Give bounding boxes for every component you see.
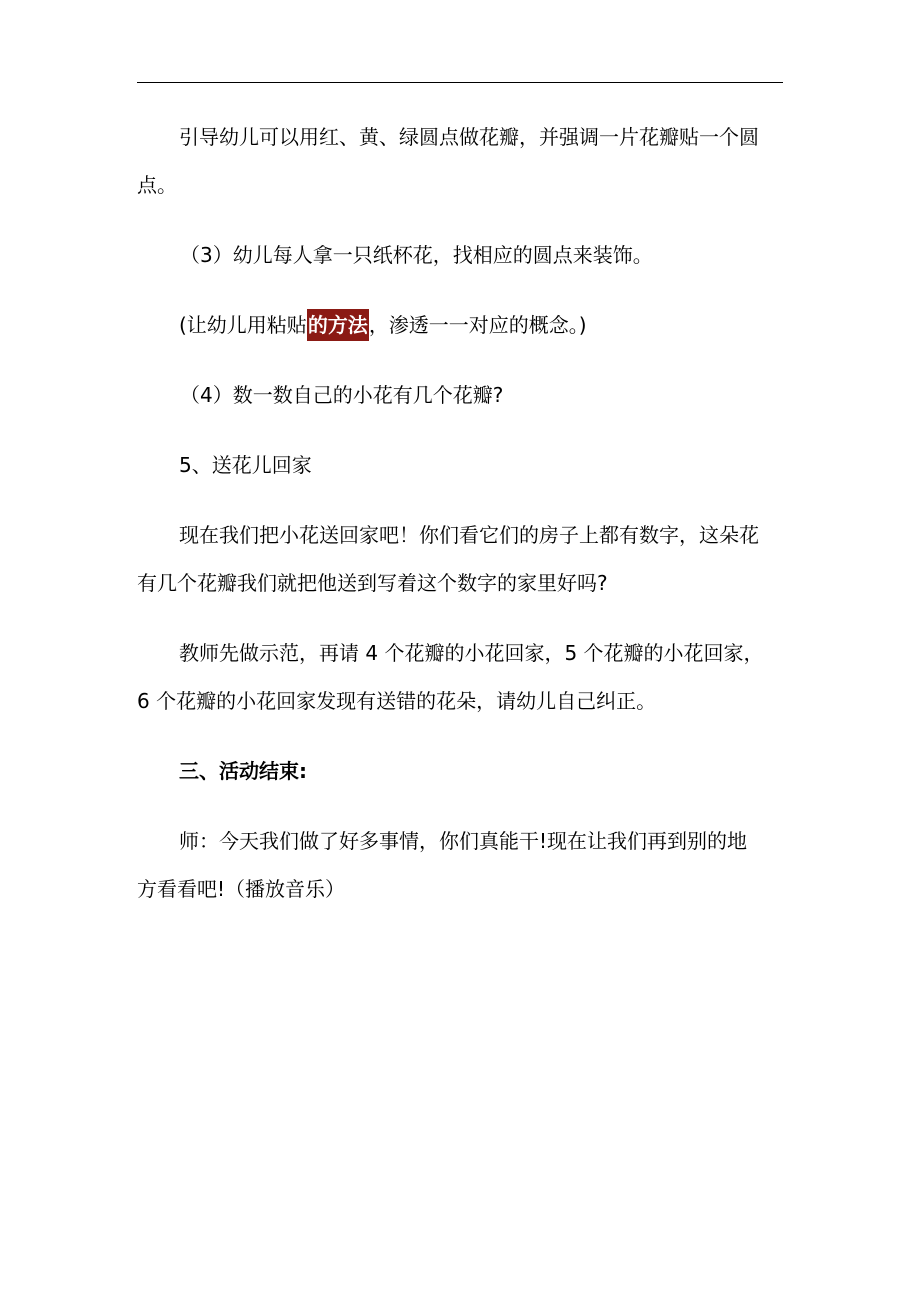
paste-method-after: ，渗透一一对应的概念。) — [368, 313, 587, 337]
paragraph-instruction-line1: 引导幼儿可以用红、黄、绿圆点做花瓣，并强调一片花瓣贴一个圆 — [179, 125, 759, 149]
paragraph-step-4: （4）数一数自己的小花有几个花瓣? — [180, 383, 504, 407]
paragraph-teacher-demo-line2: 6 个花瓣的小花回家发现有送错的花朵，请幼儿自己纠正。 — [137, 689, 657, 713]
paragraph-send-home-line2: 有几个花瓣我们就把他送到写着这个数字的家里好吗? — [137, 571, 608, 595]
section-heading-activity-end: 三、活动结束: — [179, 759, 307, 783]
paragraph-closing-line2: 方看看吧!（播放音乐） — [137, 877, 346, 901]
highlighted-phrase: 的方法 — [307, 309, 369, 341]
paragraph-instruction-line2: 点。 — [137, 173, 177, 197]
paragraph-paste-method — [137, 298, 785, 352]
paste-method-before: (让幼儿用粘贴 — [179, 313, 307, 337]
paragraph-step-3: （3）幼儿每人拿一只纸杯花，找相应的圆点来装饰。 — [180, 243, 653, 267]
section-send-flowers-home: 5、送花儿回家 — [179, 453, 312, 477]
header-rule — [137, 82, 783, 83]
paragraph-closing-line1: 师：今天我们做了好多事情，你们真能干!现在让我们再到别的地 — [179, 829, 748, 853]
paragraph-send-home-line1: 现在我们把小花送回家吧！你们看它们的房子上都有数字，这朵花 — [179, 523, 759, 547]
paragraph-teacher-demo-line1: 教师先做示范，再请 4 个花瓣的小花回家，5 个花瓣的小花回家， — [179, 641, 764, 665]
